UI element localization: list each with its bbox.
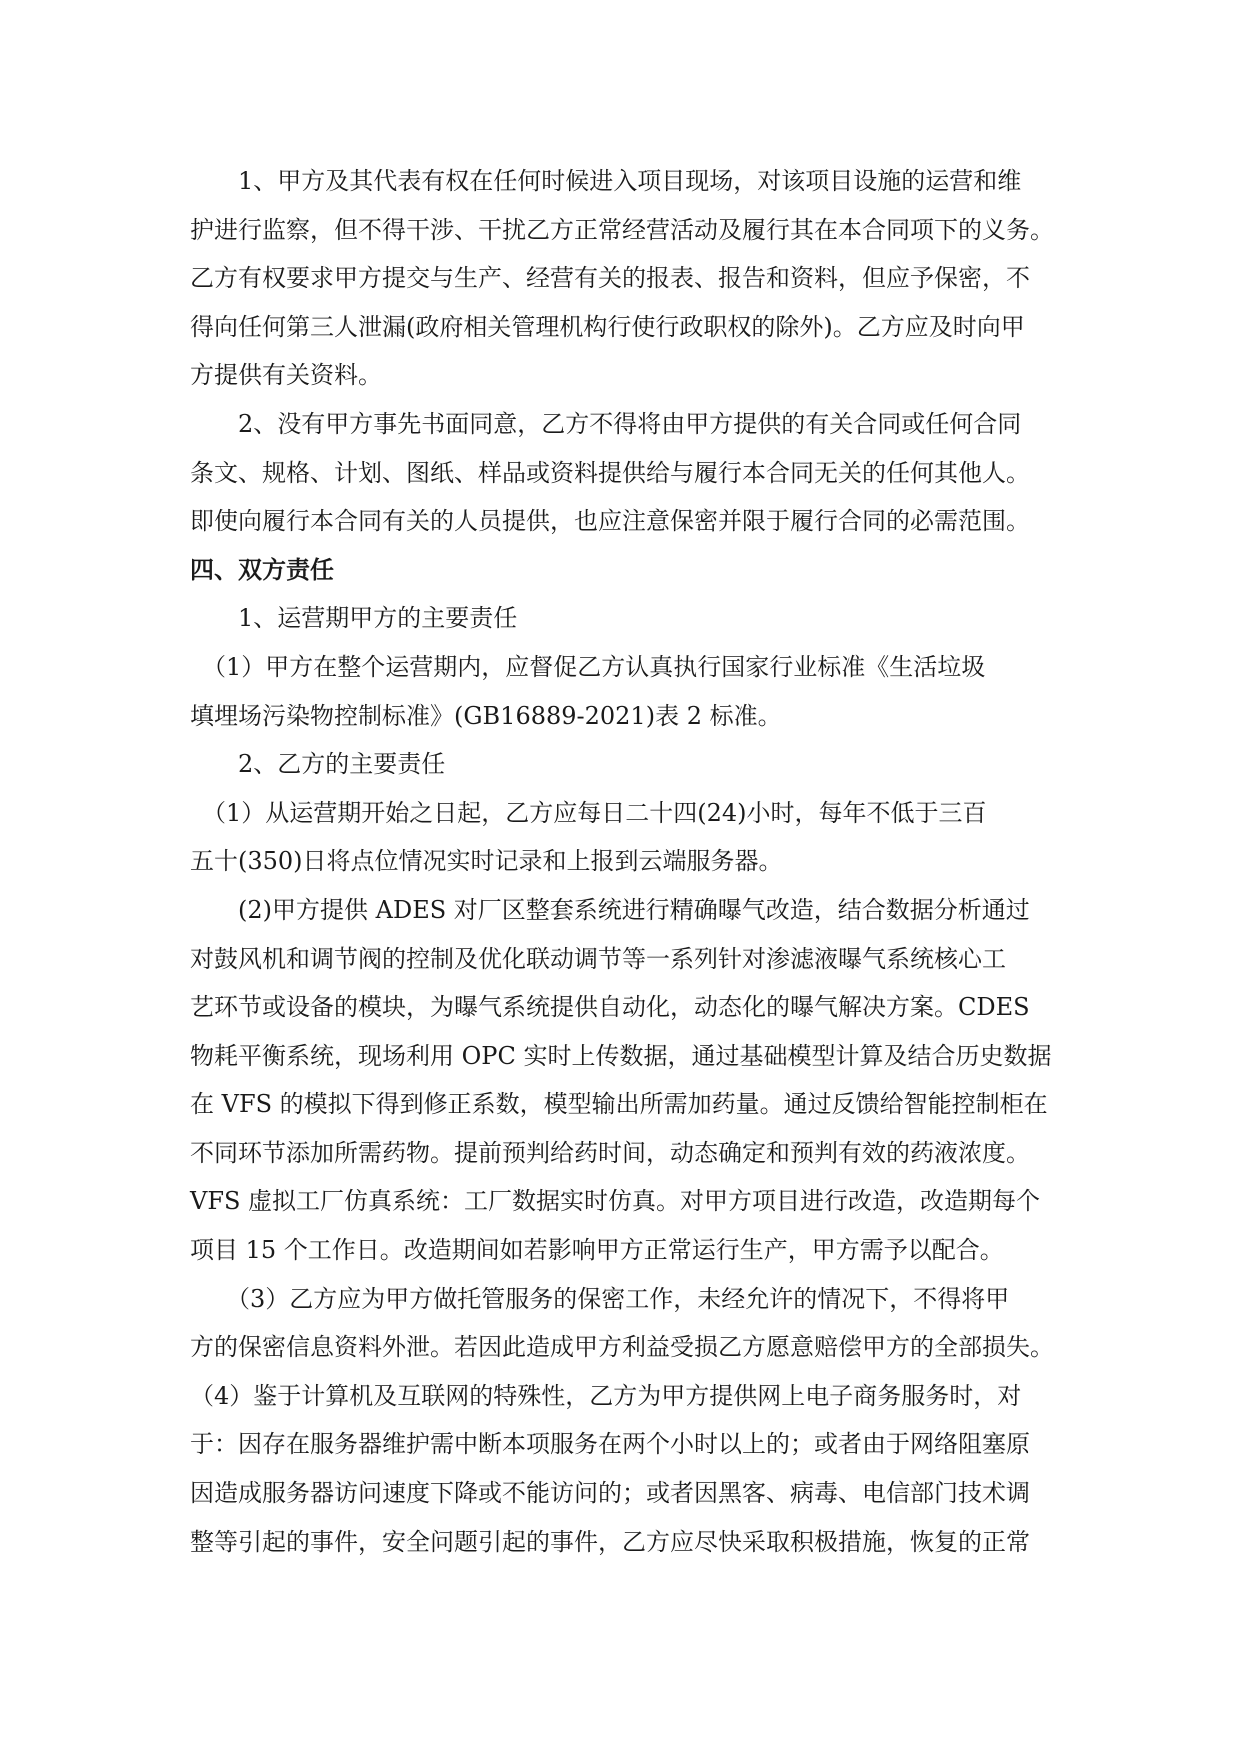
- text-line: 对鼓风机和调节阀的控制及优化联动调节等一系列针对渗滤液曝气系统核心工: [190, 944, 1006, 973]
- text-line: （4）鉴于计算机及互联网的特殊性，乙方为甲方提供网上电子商务服务时，对: [190, 1381, 1022, 1410]
- section-heading: 四、双方责任: [190, 555, 334, 584]
- text-line: 1、甲方及其代表有权在任何时候进入项目现场，对该项目设施的运营和维: [190, 167, 1022, 195]
- text-line: （1）从运营期开始之日起，乙方应每日二十四(24)小时，每年不低于三百: [190, 798, 987, 827]
- text-line: 整等引起的事件，安全问题引起的事件，乙方应尽快采取积极措施，恢复的正常: [190, 1527, 1030, 1556]
- text-line: 方的保密信息资料外泄。若因此造成甲方利益受损乙方愿意赔偿甲方的全部损失。: [190, 1333, 1054, 1362]
- text-line: 不同环节添加所需药物。提前预判给药时间，动态确定和预判有效的药液浓度。: [190, 1138, 1030, 1167]
- contract-text-body: [190, 157, 1062, 1566]
- text-line: 项目 15 个工作日。改造期间如若影响甲方正常运行生产，甲方需予以配合。: [190, 1236, 1004, 1265]
- text-line: 物耗平衡系统，现场利用 OPC 实时上传数据，通过基础模型计算及结合历史数据: [190, 1041, 1052, 1070]
- text-line: 填埋场污染物控制标准》(GB16889-2021)表 2 标准。: [190, 701, 782, 730]
- text-line: 得向任何第三人泄漏(政府相关管理机构行使行政职权的除外)。乙方应及时向甲: [190, 312, 1025, 341]
- text-line: 即使向履行本合同有关的人员提供，也应注意保密并限于履行合同的必需范围。: [190, 507, 1030, 536]
- text-line: 2、没有甲方事先书面同意，乙方不得将由甲方提供的有关合同或任何合同: [190, 409, 1022, 438]
- text-line: 乙方有权要求甲方提交与生产、经营有关的报表、报告和资料，但应予保密，不: [190, 264, 1030, 293]
- text-line: 五十(350)日将点位情况实时记录和上报到云端服务器。: [190, 847, 783, 876]
- text-line: 2、乙方的主要责任: [190, 750, 446, 779]
- text-line: 因造成服务器访问速度下降或不能访问的；或者因黑客、病毒、电信部门技术调: [190, 1479, 1030, 1508]
- text-line: 艺环节或设备的模块，为曝气系统提供自动化，动态化的曝气解决方案。CDES: [190, 993, 1030, 1022]
- text-line: 方提供有关资料。: [190, 361, 382, 390]
- text-line: (2)甲方提供 ADES 对厂区整套系统进行精确曝气改造，结合数据分析通过: [190, 895, 1030, 924]
- text-line: 在 VFS 的模拟下得到修正系数，模型输出所需加药量。通过反馈给智能控制柜在: [190, 1090, 1048, 1119]
- text-line: （1）甲方在整个运营期内，应督促乙方认真执行国家行业标准《生活垃圾: [190, 652, 986, 681]
- text-line: （3）乙方应为甲方做托管服务的保密工作，未经允许的情况下，不得将甲: [190, 1284, 1010, 1313]
- text-line: 条文、规格、计划、图纸、样品或资料提供给与履行本合同无关的任何其他人。: [190, 458, 1030, 487]
- text-line: 护进行监察，但不得干涉、干扰乙方正常经营活动及履行其在本合同项下的义务。: [190, 215, 1054, 244]
- text-line: 于：因存在服务器维护需中断本项服务在两个小时以上的；或者由于网络阻塞原: [190, 1430, 1030, 1459]
- text-line: VFS 虚拟工厂仿真系统：工厂数据实时仿真。对甲方项目进行改造，改造期每个: [190, 1187, 1041, 1216]
- text-line: 1、运营期甲方的主要责任: [190, 604, 518, 633]
